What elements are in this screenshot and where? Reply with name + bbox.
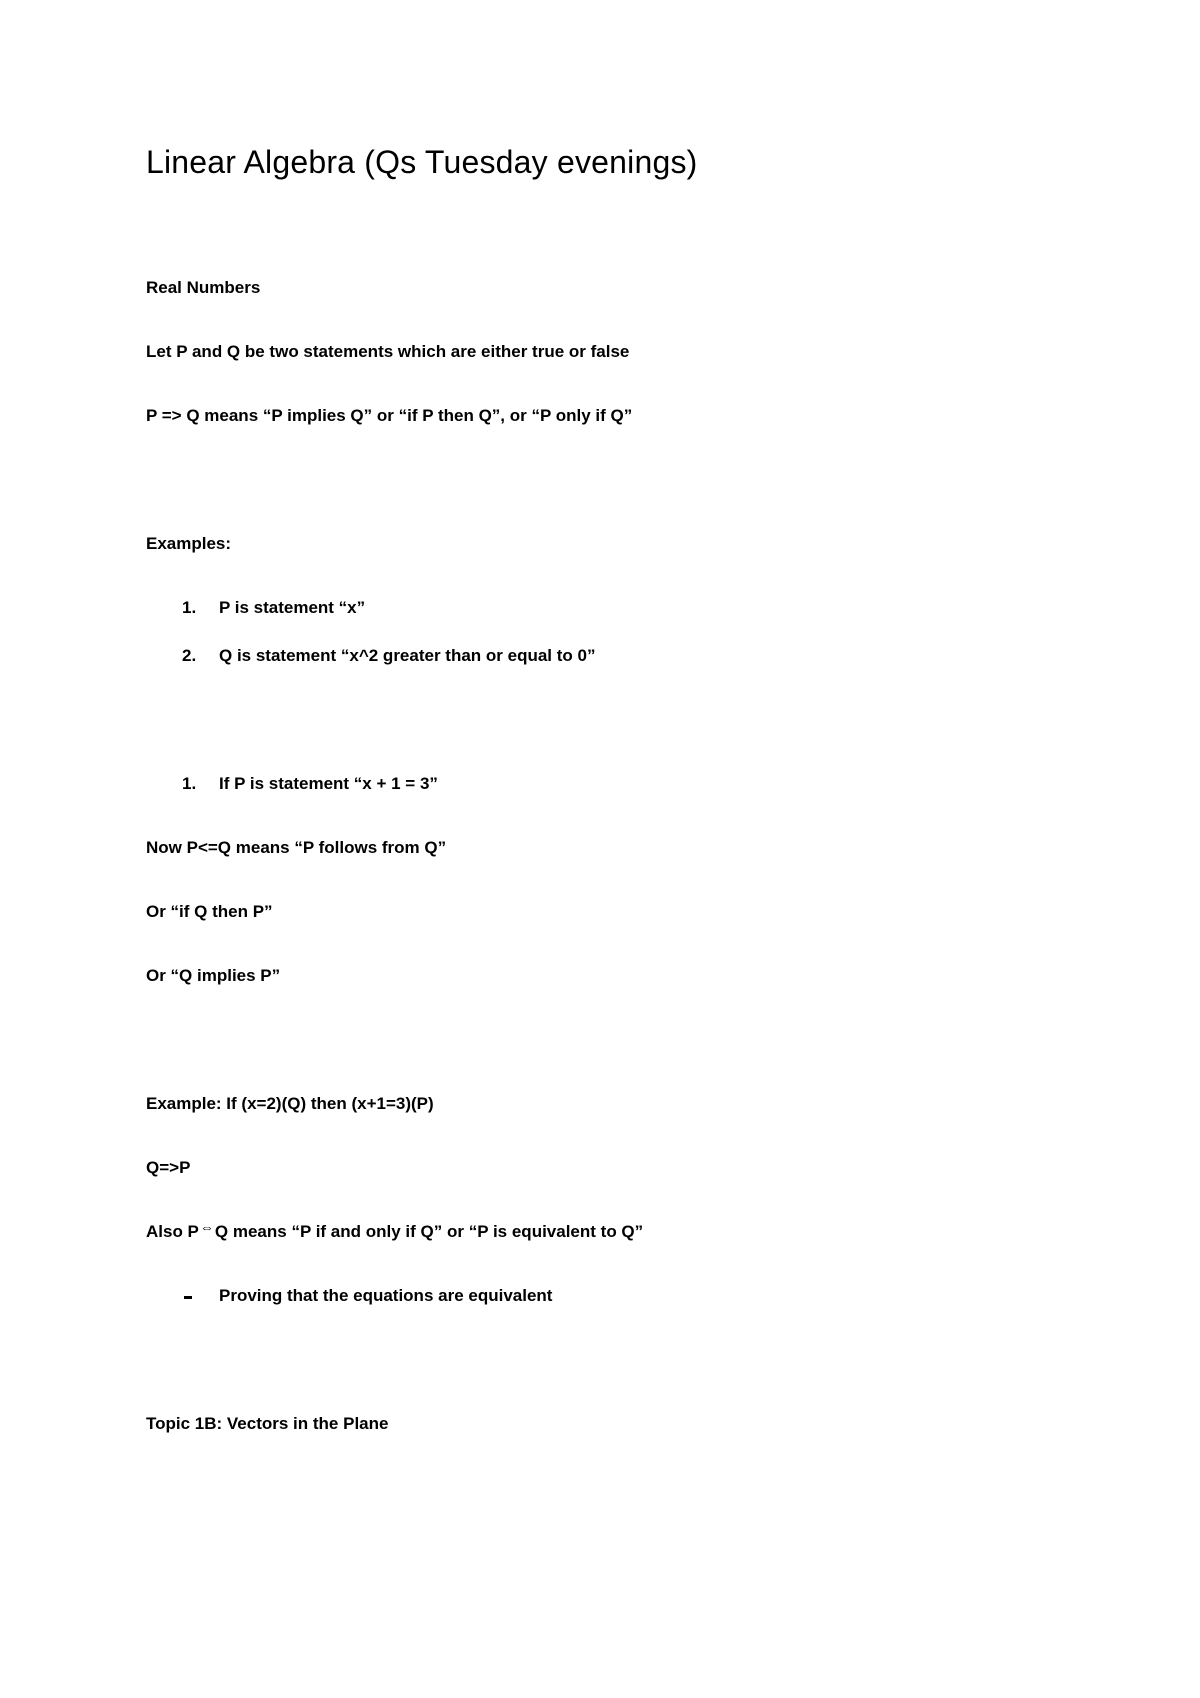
paragraph-if-and-only-if — [146, 1219, 644, 1242]
list-item-text: If P is statement “x + 1 = 3” — [219, 774, 438, 793]
iff-suffix-text: Q means “P if and only if Q” or “P is equivalent to Q” — [214, 1222, 644, 1241]
list-item-text: P is statement “x” — [219, 598, 366, 617]
bullet-item-text: Proving that the equations are equivalent — [219, 1286, 553, 1305]
document-title: Linear Algebra (Qs Tuesday evenings) — [146, 144, 698, 180]
paragraph-let-p-q: Let P and Q be two statements which are either true or false — [146, 342, 630, 361]
paragraph-example-x-equals-2: Example: If (x=2)(Q) then (x+1=3)(P) — [146, 1094, 434, 1113]
examples-heading: Examples: — [146, 534, 232, 553]
paragraph-p-follows-from-q: Now P<=Q means “P follows from Q” — [146, 838, 447, 857]
topic-heading: Topic 1B: Vectors in the Plane — [146, 1414, 389, 1433]
paragraph-p-implies-q: P => Q means “P implies Q” or “if P then Q”, or “P only if Q” — [146, 406, 633, 425]
dash-bullet-icon — [184, 1296, 192, 1299]
list-item-number: 1. — [182, 774, 197, 793]
list-item-number: 1. — [182, 598, 197, 617]
list-item-number: 2. — [182, 646, 197, 665]
paragraph-q-implies-p: Q=>P — [146, 1158, 191, 1177]
paragraph-or-q-implies-p: Or “Q implies P” — [146, 966, 281, 985]
section-heading-real-numbers: Real Numbers — [146, 278, 261, 297]
paragraph-or-if-q-then-p: Or “if Q then P” — [146, 902, 273, 921]
list-item-text: Q is statement “x^2 greater than or equal to 0” — [219, 646, 596, 665]
iff-prefix-text: Also P — [146, 1222, 199, 1241]
iff-arrow-icon: ⇔ — [199, 1219, 214, 1235]
